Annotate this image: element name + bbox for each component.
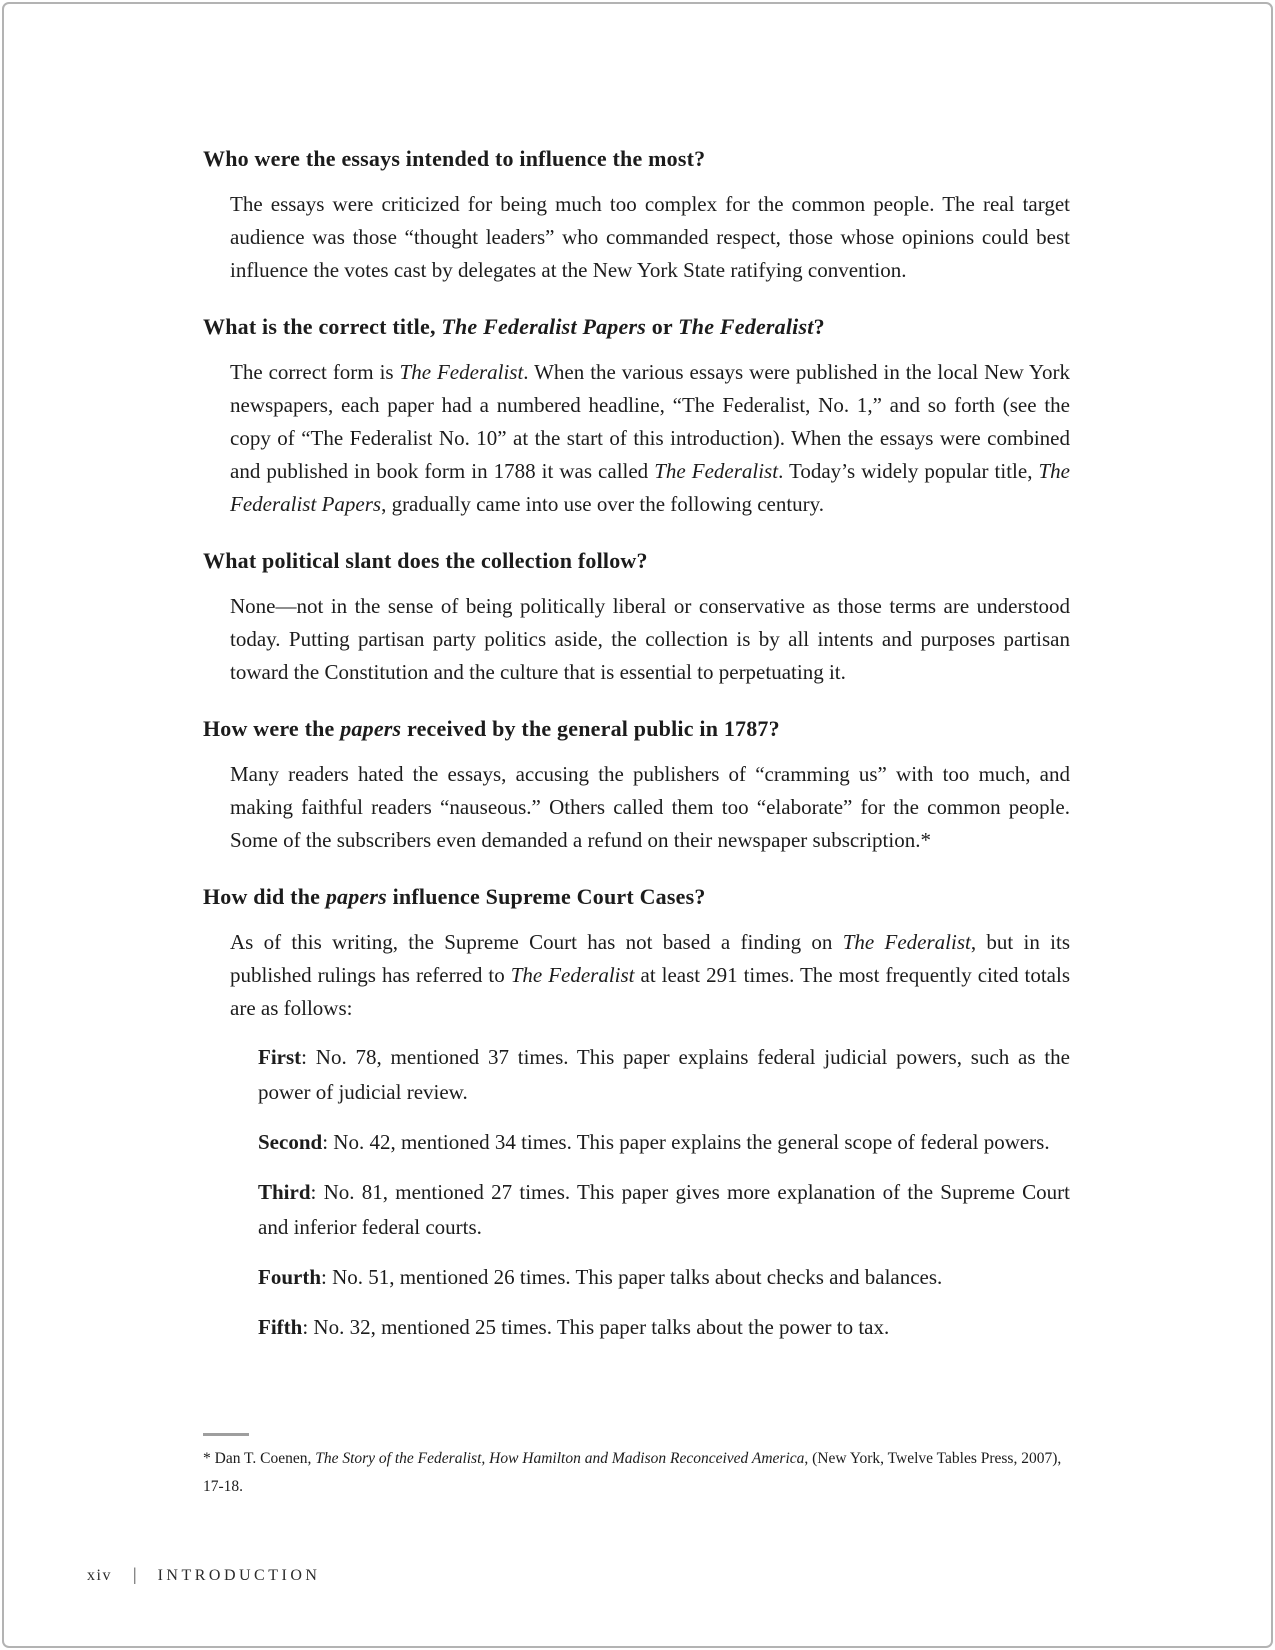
answer-paragraph: None—not in the sense of being politically liberal or conservative as those terms are understood today. Putting partisan party politics aside, the collection is by all intents and purposes partisan toward the Constitution and the culture that is essential to perpetuating it. <box>230 594 1070 684</box>
qa-section-supreme-court <box>203 883 1070 1345</box>
page-number: xiv <box>87 1567 112 1584</box>
qa-section-correct-title <box>203 313 1070 521</box>
footer-separator: | <box>132 1564 137 1584</box>
book-page <box>2 2 1273 1648</box>
question-heading: What political slant does the collection follow? <box>203 548 648 573</box>
question-heading: What is the correct title, The Federalist Papers or The Federalist? <box>203 314 825 339</box>
page-footer <box>87 1564 320 1585</box>
running-head: INTRODUCTION <box>157 1567 321 1584</box>
question-heading: Who were the essays intended to influence the most? <box>203 146 706 171</box>
page-content <box>203 4 1070 1345</box>
footnote-area <box>203 1433 1081 1501</box>
question-heading: How were the papers received by the general public in 1787? <box>203 716 780 741</box>
answer-paragraph: The essays were criticized for being much too complex for the common people. The real target audience was those “thought leaders” who commanded respect, those whose opinions could best influence the votes cast by delegates at the New York State ratifying convention. <box>230 192 1070 282</box>
footnote-text: * Dan T. Coenen, The Story of the Federalist, How Hamilton and Madison Reconceived America, (New York, Twelve Tables Press, 2007), 17-18. <box>203 1450 1062 1495</box>
qa-section-public-reception <box>203 715 1070 857</box>
answer-paragraph: Many readers hated the essays, accusing the publishers of “cramming us” with too much, and making faithful readers “nauseous.” Others called them too “elaborate” for the common people. Some of the subscribers even demanded a refund on their newspaper subscription.* <box>230 762 1070 852</box>
answer-paragraph: As of this writing, the Supreme Court has not based a finding on The Federalist, but in its published rulings has referred to The Federalist at least 291 times. The most frequently cited totals are as follows: <box>230 930 1070 1020</box>
citation-list <box>203 1040 1070 1345</box>
list-item: Second: No. 42, mentioned 34 times. This paper explains the general scope of federal powers. <box>258 1130 1050 1154</box>
question-heading: How did the papers influence Supreme Court Cases? <box>203 884 706 909</box>
qa-section-political-slant <box>203 547 1070 689</box>
list-item: First: No. 78, mentioned 37 times. This paper explains federal judicial powers, such as the power of judicial review. <box>258 1045 1070 1104</box>
footnote-divider <box>203 1433 249 1436</box>
answer-paragraph: The correct form is The Federalist. When the various essays were published in the local New York newspapers, each paper had a numbered headline, “The Federalist, No. 1,” and so forth (see the copy of “The Federalist No. 10” at the start of this introduction). When the essays were combined and published in book form in 1788 it was called The Federalist. Today’s widely popular title, The Federalist Papers, gradually came into use over the following century. <box>230 360 1070 516</box>
list-item: Fourth: No. 51, mentioned 26 times. This paper talks about checks and balances. <box>258 1265 943 1289</box>
qa-section-audience <box>203 145 1070 287</box>
list-item: Third: No. 81, mentioned 27 times. This paper gives more explanation of the Supreme Court and inferior federal courts. <box>258 1180 1070 1239</box>
list-item: Fifth: No. 32, mentioned 25 times. This paper talks about the power to tax. <box>258 1315 890 1339</box>
